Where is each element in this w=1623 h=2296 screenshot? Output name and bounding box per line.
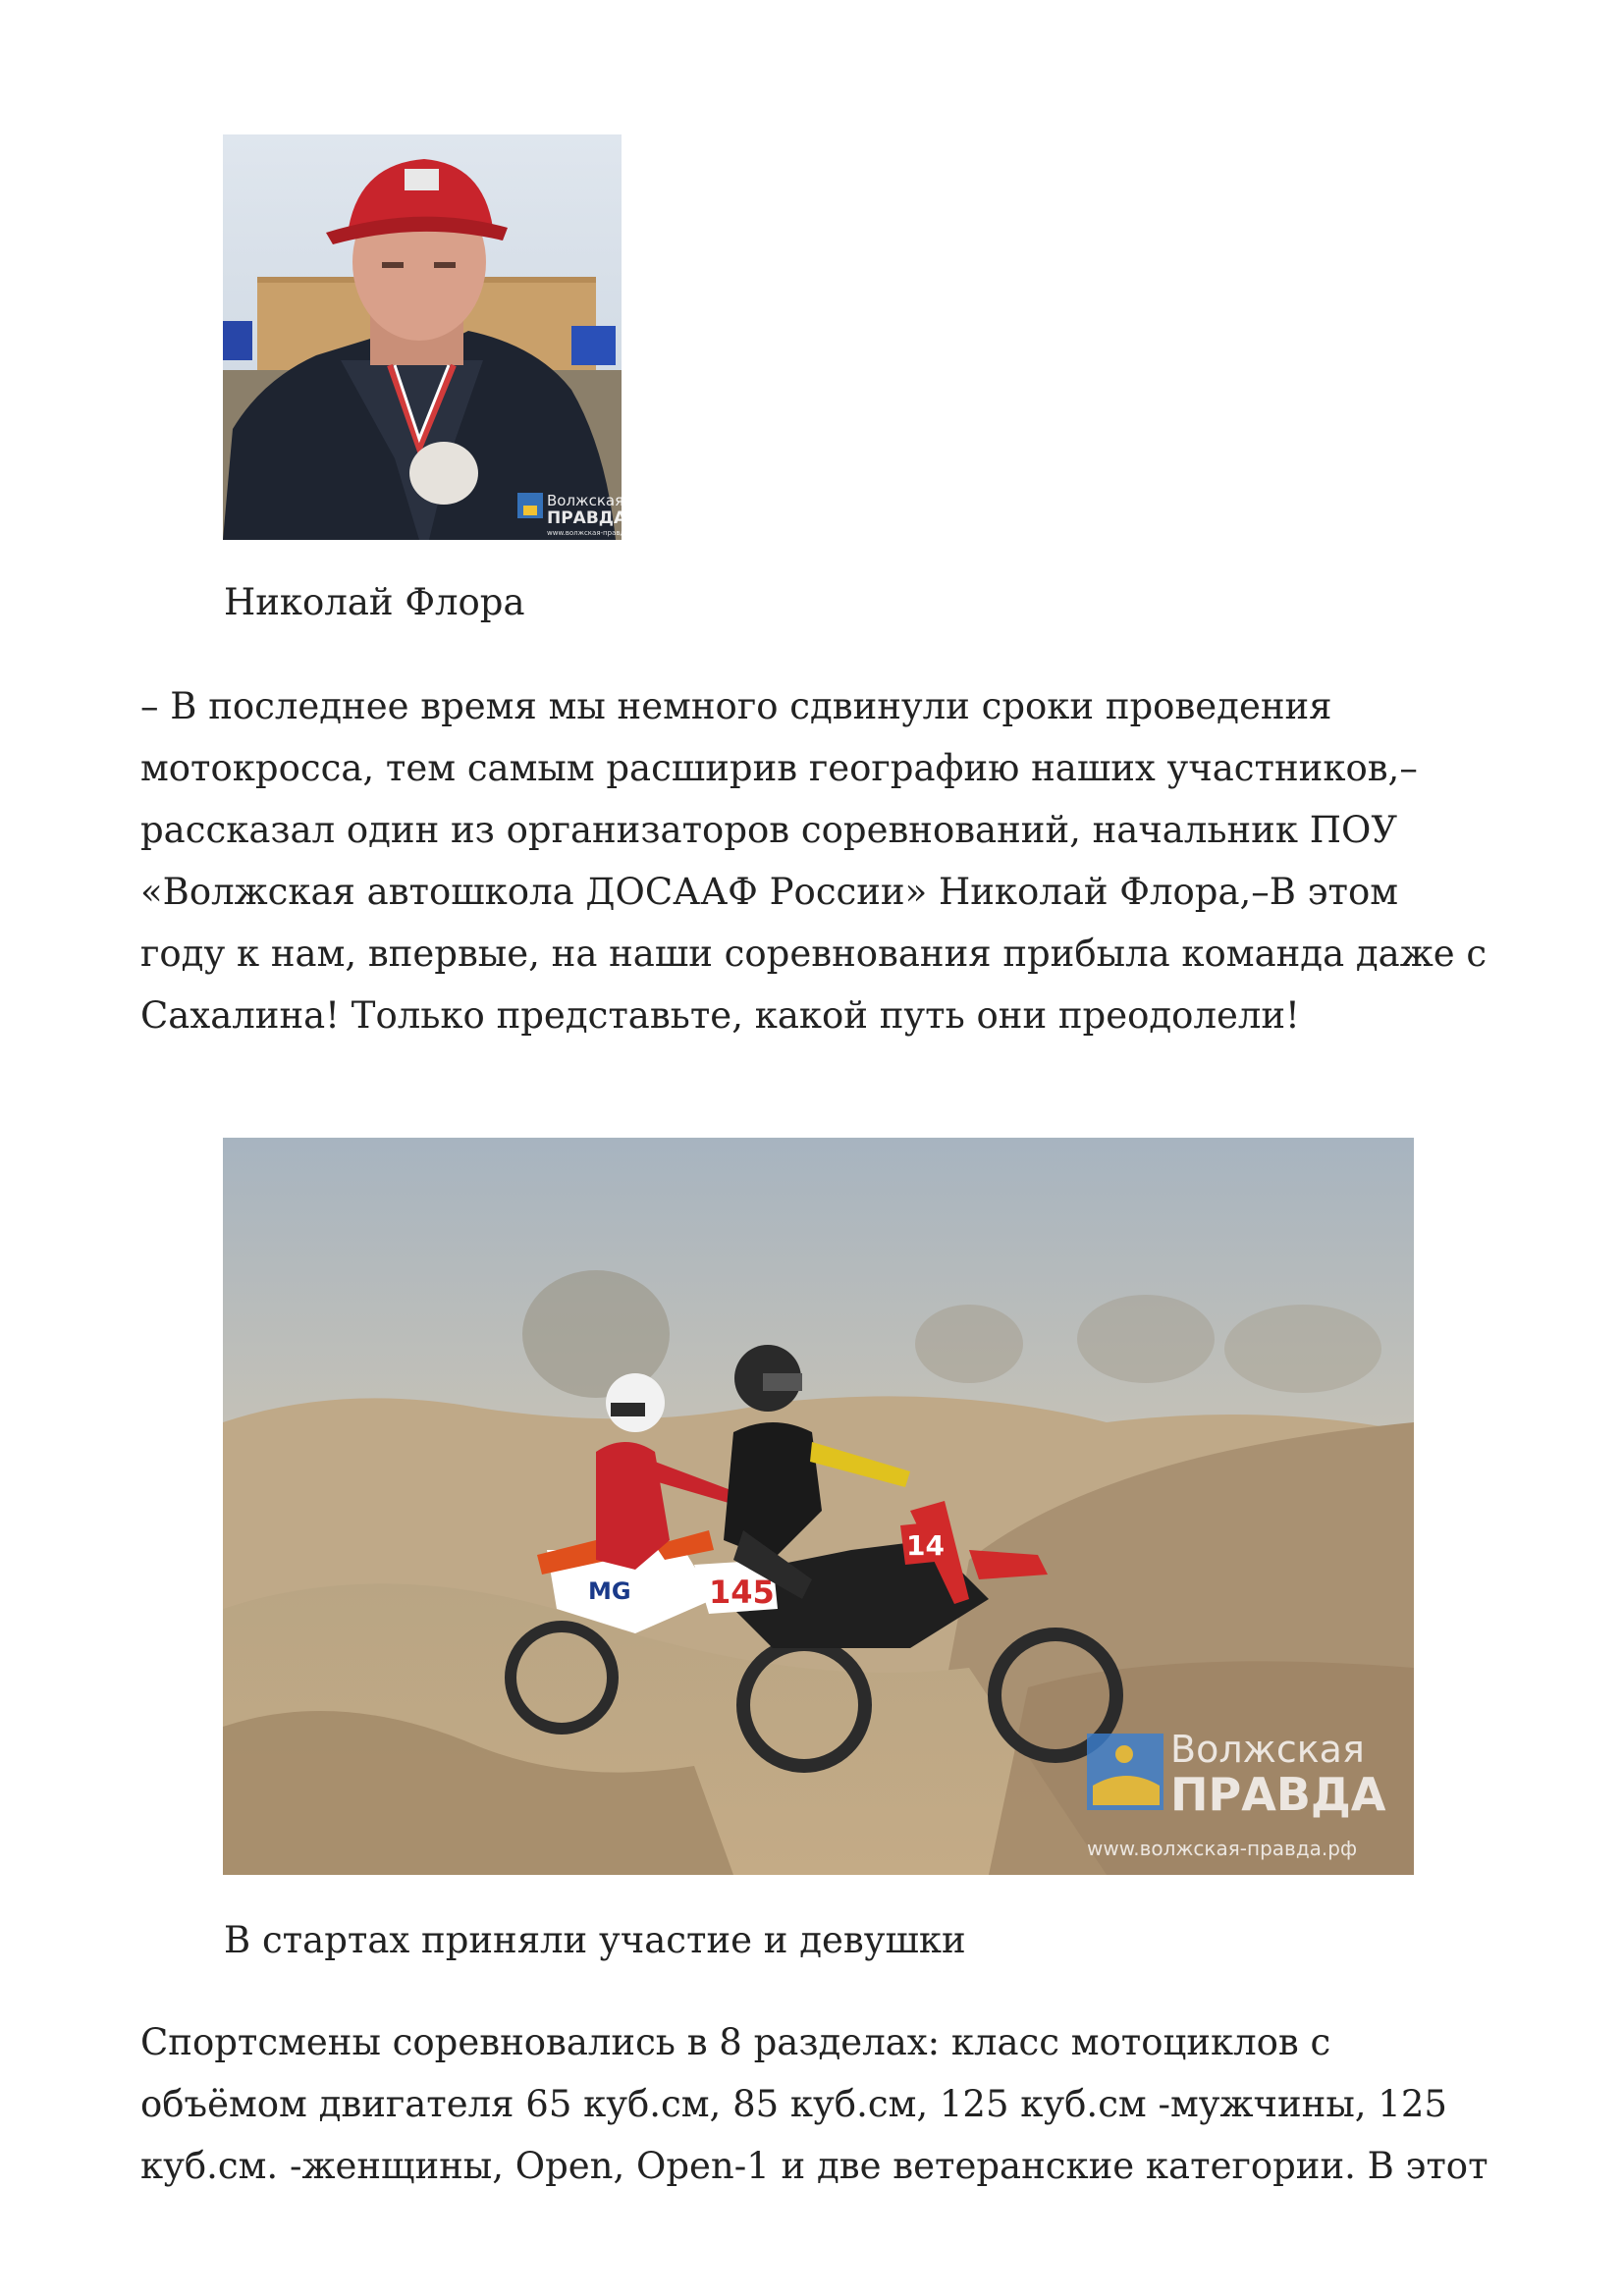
plate-number-rear: 145 [709, 1574, 775, 1611]
motocross-caption: В стартах приняли участие и девушки [224, 1919, 966, 1961]
moto-watermark-url: www.волжская-правда.рф [1087, 1837, 1358, 1860]
portrait-photo [223, 134, 642, 540]
paragraph-line: мотокросса, тем самым расширив географию наших участников,– [140, 747, 1418, 789]
portrait-watermark-line1: Волжская [547, 492, 624, 509]
motocross-image [223, 1138, 1414, 1875]
paragraph-line: – В последнее время мы немного сдвинули сроки проведения [140, 685, 1332, 727]
svg-text:MG: MG [588, 1577, 631, 1605]
paragraph-line: объёмом двигателя 65 куб.см, 85 куб.см, 125 куб.см -мужчины, 125 [140, 2083, 1447, 2125]
portrait-caption: Николай Флора [224, 581, 525, 623]
portrait-watermark-url: www.волжская-правда.рф [547, 529, 642, 537]
paragraph-categories [140, 2011, 1488, 2197]
portrait-watermark-line2: ПРАВДА [547, 508, 627, 528]
paragraph-line: году к нам, впервые, на наши соревнования прибыла команда даже с [140, 933, 1488, 975]
paragraph-line: рассказал один из организаторов соревнований, начальник ПОУ [140, 809, 1398, 851]
portrait-image [223, 134, 642, 540]
moto-watermark-line2: ПРАВДА [1170, 1768, 1386, 1821]
paragraph-line: куб.см. -женщины, Open, Open-1 и две ветеранские категории. В этот [140, 2145, 1488, 2187]
plate-number-front: 14 [906, 1529, 945, 1562]
moto-watermark-line1: Волжская [1170, 1728, 1365, 1771]
motocross-photo [223, 1138, 1414, 1875]
paragraph-line: Сахалина! Только представьте, какой путь они преодолели! [140, 994, 1300, 1037]
paragraph-quote [140, 675, 1487, 1046]
paragraph-line: «Волжская автошкола ДОСААФ России» Николай Флора,–В этом [140, 871, 1398, 913]
paragraph-line: Спортсмены соревновались в 8 разделах: класс мотоциклов с [140, 2021, 1331, 2063]
